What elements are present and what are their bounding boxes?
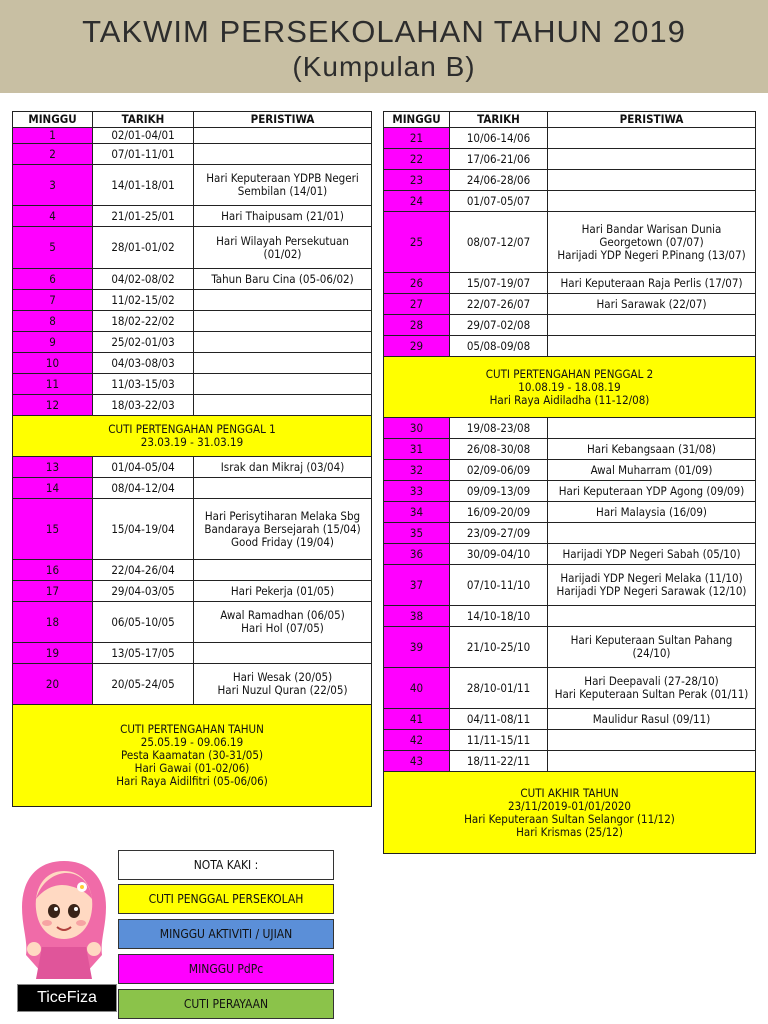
holiday-line: 23/11/2019-01/01/2020 <box>508 798 631 813</box>
week-number: 7 <box>13 290 93 311</box>
event-line: Georgetown (07/07) <box>599 234 704 249</box>
week-number: 41 <box>384 709 450 730</box>
week-number: 14 <box>13 478 93 499</box>
event-line: Sembilan (14/01) <box>237 184 328 198</box>
week-event <box>548 523 756 544</box>
holiday-line: 10.08.19 - 18.08.19 <box>518 379 621 394</box>
week-number: 19 <box>13 643 93 664</box>
week-date: 11/02-15/02 <box>93 290 194 311</box>
week-row <box>13 374 372 395</box>
week-number: 8 <box>13 311 93 332</box>
event-line: Hari Keputeraan YDPB Negeri <box>206 171 359 185</box>
week-event <box>548 502 756 523</box>
week-event <box>194 374 372 395</box>
event-line: Hari Keputeraan YDP Agong (09/09) <box>558 483 745 498</box>
week-event <box>548 128 756 149</box>
week-event <box>194 643 372 664</box>
week-number: 22 <box>384 149 450 170</box>
header-minggu: MINGGU <box>13 112 93 128</box>
week-date: 24/06-28/06 <box>450 170 548 191</box>
event-line: Hari Deepavali (27-28/10) <box>584 674 719 688</box>
legend-cuti-perayaan: CUTI PERAYAAN <box>118 989 334 1019</box>
holiday-cell <box>384 357 756 418</box>
week-date: 29/04-03/05 <box>93 581 194 602</box>
week-number: 4 <box>13 206 93 227</box>
event-line: Good Friday (19/04) <box>231 534 334 549</box>
week-row <box>384 128 756 149</box>
week-date: 18/02-22/02 <box>93 311 194 332</box>
event-line: Awal Ramadhan (06/05) <box>220 608 345 622</box>
week-number: 11 <box>13 374 93 395</box>
week-number: 18 <box>13 602 93 643</box>
week-date: 10/06-14/06 <box>450 128 548 149</box>
header-peristiwa: PERISTIWA <box>194 112 372 128</box>
week-row <box>13 499 372 560</box>
header-peristiwa: PERISTIWA <box>548 112 756 128</box>
holiday-line: Hari Krismas (25/12) <box>516 824 623 839</box>
holiday-line: 23.03.19 - 31.03.19 <box>140 435 244 449</box>
event-line: Harijadi YDP Negeri Melaka (11/10) <box>560 571 743 585</box>
holiday-line: CUTI PERTENGAHAN TAHUN <box>120 722 264 736</box>
week-number: 10 <box>13 353 93 374</box>
brand-label: TiceFiza <box>17 984 117 1012</box>
week-row <box>384 565 756 606</box>
week-date: 04/02-08/02 <box>93 269 194 290</box>
week-number: 38 <box>384 606 450 627</box>
week-event <box>548 418 756 439</box>
week-number: 16 <box>13 560 93 581</box>
week-row <box>13 290 372 311</box>
week-row <box>13 165 372 206</box>
week-event <box>548 460 756 481</box>
event-line: Hari Nuzul Quran (22/05) <box>217 683 348 697</box>
week-date: 14/10-18/10 <box>450 606 548 627</box>
week-row <box>13 478 372 499</box>
week-event <box>548 627 756 668</box>
week-row <box>13 643 372 664</box>
week-number: 36 <box>384 544 450 565</box>
event-line: Hari Wesak (20/05) <box>232 670 333 684</box>
week-event <box>548 481 756 502</box>
week-row <box>384 751 756 772</box>
week-event <box>548 730 756 751</box>
week-row <box>13 353 372 374</box>
week-number: 23 <box>384 170 450 191</box>
week-row <box>13 560 372 581</box>
week-number: 40 <box>384 668 450 709</box>
week-event <box>194 332 372 353</box>
week-date: 09/09-13/09 <box>450 481 548 502</box>
holiday-line: 25.05.19 - 09.06.19 <box>140 735 244 749</box>
week-event <box>548 668 756 709</box>
week-date: 04/11-08/11 <box>450 709 548 730</box>
week-row <box>13 128 372 144</box>
week-row <box>13 457 372 478</box>
week-date: 06/05-10/05 <box>93 602 194 643</box>
event-line: Harijadi YDP Negeri Sarawak (12/10) <box>556 584 747 598</box>
event-line: Harijadi YDP Negeri Sabah (05/10) <box>562 546 741 561</box>
week-date: 01/07-05/07 <box>450 191 548 212</box>
legend-cuti-penggal: CUTI PENGGAL PERSEKOLAH <box>118 884 334 914</box>
event-line: Awal Muharram (01/09) <box>590 462 713 477</box>
week-date: 04/03-08/03 <box>93 353 194 374</box>
event-line: Hari Sarawak (22/07) <box>596 296 707 311</box>
week-event <box>194 144 372 165</box>
week-date: 29/07-02/08 <box>450 315 548 336</box>
week-date: 22/04-26/04 <box>93 560 194 581</box>
holiday-line: Hari Raya Aidilfitri (05-06/06) <box>116 774 268 788</box>
week-date: 25/02-01/03 <box>93 332 194 353</box>
week-row <box>384 294 756 315</box>
week-number: 5 <box>13 227 93 269</box>
calendar-table-left <box>12 111 372 807</box>
week-number: 28 <box>384 315 450 336</box>
week-date: 01/04-05/04 <box>93 457 194 478</box>
week-row <box>384 523 756 544</box>
week-row <box>384 273 756 294</box>
week-date: 16/09-20/09 <box>450 502 548 523</box>
week-event <box>194 602 372 643</box>
week-event <box>548 273 756 294</box>
week-event <box>548 315 756 336</box>
week-row <box>384 606 756 627</box>
week-date: 07/10-11/10 <box>450 565 548 606</box>
week-number: 25 <box>384 212 450 273</box>
week-event <box>194 395 372 416</box>
week-date: 21/01-25/01 <box>93 206 194 227</box>
event-line: (01/02) <box>263 246 302 261</box>
week-number: 24 <box>384 191 450 212</box>
event-line: Israk dan Mikraj (03/04) <box>220 459 345 474</box>
week-row <box>13 311 372 332</box>
week-event <box>548 606 756 627</box>
event-line: Harijadi YDP Negeri P.Pinang (13/07) <box>557 247 746 262</box>
week-number: 15 <box>13 499 93 560</box>
week-number: 6 <box>13 269 93 290</box>
week-date: 11/03-15/03 <box>93 374 194 395</box>
week-event <box>194 206 372 227</box>
week-date: 15/07-19/07 <box>450 273 548 294</box>
event-line: Hari Bandar Warisan Dunia <box>581 221 722 236</box>
week-date: 13/05-17/05 <box>93 643 194 664</box>
week-row <box>384 191 756 212</box>
event-line: Hari Perisytiharan Melaka Sbg <box>204 508 361 523</box>
event-line: Hari Wilayah Persekutuan <box>216 233 349 248</box>
header-tarikh: TARIKH <box>93 112 194 128</box>
week-date: 19/08-23/08 <box>450 418 548 439</box>
week-date: 23/09-27/09 <box>450 523 548 544</box>
week-row <box>13 581 372 602</box>
week-event <box>548 170 756 191</box>
week-row <box>13 602 372 643</box>
event-line: Hari Thaipusam (21/01) <box>221 208 344 223</box>
holiday-line: CUTI AKHIR TAHUN <box>520 785 619 800</box>
week-row <box>13 206 372 227</box>
holiday-line: CUTI PERTENGAHAN PENGGAL 1 <box>108 422 276 436</box>
week-event <box>548 294 756 315</box>
week-date: 08/07-12/07 <box>450 212 548 273</box>
week-row <box>13 395 372 416</box>
week-date: 26/08-30/08 <box>450 439 548 460</box>
week-row <box>384 544 756 565</box>
week-row <box>384 730 756 751</box>
hijab-girl-avatar-icon <box>14 855 114 985</box>
week-row <box>384 336 756 357</box>
week-event <box>548 709 756 730</box>
week-number: 20 <box>13 664 93 705</box>
week-date: 11/11-15/11 <box>450 730 548 751</box>
week-number: 1 <box>13 128 93 144</box>
holiday-row <box>384 772 756 854</box>
week-number: 35 <box>384 523 450 544</box>
week-row <box>13 144 372 165</box>
week-row <box>384 709 756 730</box>
week-date: 21/10-25/10 <box>450 627 548 668</box>
week-number: 31 <box>384 439 450 460</box>
holiday-row <box>13 705 372 807</box>
week-row <box>384 502 756 523</box>
week-row <box>384 627 756 668</box>
week-event <box>548 751 756 772</box>
week-event <box>548 565 756 606</box>
week-number: 26 <box>384 273 450 294</box>
event-line: Maulidur Rasul (09/11) <box>592 711 711 726</box>
event-line: Hari Kebangsaan (31/08) <box>587 441 716 456</box>
holiday-line: CUTI PERTENGAHAN PENGGAL 2 <box>485 366 654 381</box>
event-line: Tahun Baru Cina (05-06/02) <box>211 271 354 286</box>
week-event <box>194 499 372 560</box>
week-event <box>194 560 372 581</box>
week-row <box>384 418 756 439</box>
week-number: 29 <box>384 336 450 357</box>
week-row <box>384 315 756 336</box>
holiday-row <box>13 416 372 457</box>
week-date: 28/10-01/11 <box>450 668 548 709</box>
week-number: 2 <box>13 144 93 165</box>
week-row <box>384 439 756 460</box>
week-event <box>548 336 756 357</box>
holiday-cell <box>384 772 756 854</box>
week-date: 18/03-22/03 <box>93 395 194 416</box>
week-number: 33 <box>384 481 450 502</box>
page-title: TAKWIM PERSEKOLAHAN TAHUN 2019 <box>82 14 686 49</box>
week-event <box>194 290 372 311</box>
week-event <box>548 149 756 170</box>
week-event <box>548 544 756 565</box>
week-number: 9 <box>13 332 93 353</box>
week-row <box>384 481 756 502</box>
event-line: Hari Hol (07/05) <box>241 621 324 635</box>
week-date: 05/08-09/08 <box>450 336 548 357</box>
week-event <box>194 128 372 144</box>
week-number: 17 <box>13 581 93 602</box>
week-event <box>194 353 372 374</box>
week-date: 02/09-06/09 <box>450 460 548 481</box>
week-number: 3 <box>13 165 93 206</box>
event-line: Hari Keputeraan Sultan Pahang <box>570 633 733 647</box>
legend-minggu-pdpc: MINGGU PdPc <box>118 954 334 984</box>
holiday-cell <box>13 705 372 807</box>
week-date: 17/06-21/06 <box>450 149 548 170</box>
week-row <box>384 170 756 191</box>
week-event <box>194 227 372 269</box>
week-date: 30/09-04/10 <box>450 544 548 565</box>
week-row <box>384 149 756 170</box>
week-event <box>194 664 372 705</box>
week-number: 42 <box>384 730 450 751</box>
week-number: 13 <box>13 457 93 478</box>
legend-heading: NOTA KAKI : <box>118 850 334 880</box>
week-event <box>194 311 372 332</box>
week-number: 43 <box>384 751 450 772</box>
header-tarikh: TARIKH <box>450 112 548 128</box>
header-minggu: MINGGU <box>384 112 450 128</box>
week-date: 18/11-22/11 <box>450 751 548 772</box>
week-event <box>548 212 756 273</box>
title-banner <box>0 0 768 93</box>
week-number: 37 <box>384 565 450 606</box>
week-date: 22/07-26/07 <box>450 294 548 315</box>
week-date: 02/01-04/01 <box>93 128 194 144</box>
calendar-table-right <box>383 111 756 854</box>
week-date: 08/04-12/04 <box>93 478 194 499</box>
week-event <box>194 581 372 602</box>
week-event <box>194 457 372 478</box>
holiday-row <box>384 357 756 418</box>
holiday-cell <box>13 416 372 457</box>
week-row <box>384 212 756 273</box>
week-date: 15/04-19/04 <box>93 499 194 560</box>
week-date: 28/01-01/02 <box>93 227 194 269</box>
week-row <box>13 664 372 705</box>
legend-minggu-aktiviti: MINGGU AKTIVITI / UJIAN <box>118 919 334 949</box>
week-row <box>13 269 372 290</box>
week-number: 32 <box>384 460 450 481</box>
week-date: 14/01-18/01 <box>93 165 194 206</box>
week-number: 21 <box>384 128 450 149</box>
week-row <box>384 668 756 709</box>
week-number: 34 <box>384 502 450 523</box>
week-number: 39 <box>384 627 450 668</box>
holiday-line: Pesta Kaamatan (30-31/05) <box>121 748 263 762</box>
week-event <box>194 165 372 206</box>
event-line: Bandaraya Bersejarah (15/04) <box>204 521 361 536</box>
week-date: 20/05-24/05 <box>93 664 194 705</box>
week-row <box>384 460 756 481</box>
week-event <box>548 191 756 212</box>
week-number: 12 <box>13 395 93 416</box>
week-date: 07/01-11/01 <box>93 144 194 165</box>
event-line: Hari Keputeraan Raja Perlis (17/07) <box>560 275 743 290</box>
event-line: Hari Malaysia (16/09) <box>596 504 707 519</box>
week-event <box>194 269 372 290</box>
week-row <box>13 332 372 353</box>
holiday-line: Hari Gawai (01-02/06) <box>134 761 250 775</box>
holiday-line: Hari Keputeraan Sultan Selangor (11/12) <box>464 811 675 826</box>
week-number: 27 <box>384 294 450 315</box>
week-row <box>13 227 372 269</box>
week-event <box>194 478 372 499</box>
event-line: (24/10) <box>632 646 671 660</box>
week-event <box>548 439 756 460</box>
page-subtitle: (Kumpulan B) <box>292 51 476 82</box>
holiday-line: Hari Raya Aidiladha (11-12/08) <box>489 392 650 407</box>
event-line: Hari Pekerja (01/05) <box>230 583 335 598</box>
event-line: Hari Keputeraan Sultan Perak (01/11) <box>554 687 749 701</box>
week-number: 30 <box>384 418 450 439</box>
